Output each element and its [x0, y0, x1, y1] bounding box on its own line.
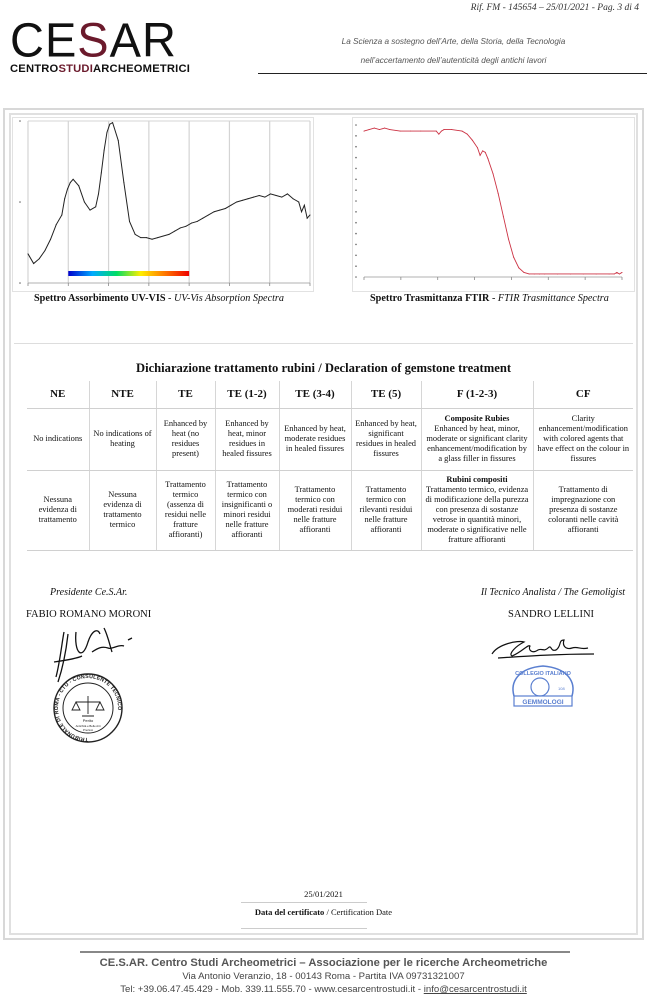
header-te: TE: [156, 381, 215, 408]
y-tick: [19, 201, 21, 203]
data-point: [104, 150, 105, 151]
cell-text: Trattamento termico con rilevanti residui nelle fratture affioranti: [359, 485, 413, 534]
table-cell: [27, 470, 89, 550]
tagline-line-1: La Scienza a sostegno dell’Arte, della Storia, della Tecnologia: [341, 37, 566, 46]
data-point: [410, 131, 411, 132]
table-cell: [421, 408, 533, 470]
data-point: [95, 206, 96, 207]
data-point: [50, 239, 51, 240]
data-point: [438, 134, 439, 135]
header-ne: NE: [27, 381, 89, 408]
cesar-logo: [10, 12, 232, 75]
data-point: [570, 273, 571, 274]
signature-stroke: [492, 640, 594, 658]
data-point: [202, 218, 203, 219]
data-point: [310, 214, 311, 215]
data-point: [307, 218, 308, 219]
gemologist-name: SANDRO LELLINI: [508, 609, 595, 620]
table-cell: [351, 408, 421, 470]
footer-contacts: [0, 984, 647, 995]
ftir-caption-it: Spettro Trasmittanza FTIR: [370, 293, 490, 304]
data-point: [84, 202, 85, 203]
header-f-1-2-3: F (1-2-3): [421, 381, 533, 408]
y-tick: [355, 254, 357, 256]
president-signature-and-seal: [48, 622, 143, 747]
data-point: [197, 221, 198, 222]
data-point: [123, 182, 124, 183]
data-point: [106, 132, 107, 133]
cell-text: Enhanced by heat (no residues present): [163, 419, 208, 458]
data-point: [619, 273, 620, 274]
cell-text: Enhanced by heat, minor, moderate or significant clarity enhancement/modification by a glass filler in fissures: [426, 424, 528, 463]
gem-icon: [531, 678, 549, 696]
data-point: [596, 273, 597, 274]
data-point: [518, 267, 519, 268]
uv-vis-chart: [12, 117, 314, 292]
data-point: [70, 182, 71, 183]
data-point: [157, 237, 158, 238]
data-point: [477, 147, 478, 148]
y-tick: [355, 168, 357, 170]
data-point: [225, 208, 226, 209]
data-point: [231, 205, 232, 206]
table-cell: [279, 470, 351, 550]
cell-text: Nessuna evidenza di trattamento termico: [103, 490, 142, 529]
uv-vis-chart-svg: [12, 117, 314, 292]
logo-sub-part: CENTRO: [10, 63, 59, 75]
data-point: [364, 131, 365, 132]
data-point: [174, 231, 175, 232]
table-cell: [215, 408, 279, 470]
ftir-chart: [352, 117, 635, 292]
data-point: [140, 237, 141, 238]
y-tick: [355, 276, 357, 278]
collegio-gemmologi-seal-icon: [488, 632, 598, 712]
data-point: [485, 152, 486, 153]
data-point: [242, 200, 243, 201]
data-point: [64, 198, 65, 199]
y-tick: [355, 124, 357, 126]
data-point: [379, 129, 380, 130]
seal-perito-text: Perito: [82, 718, 94, 723]
ftir-chart-svg: [352, 117, 635, 292]
data-point: [185, 226, 186, 227]
uv-vis-caption-it: Spettro Assorbimento UV-VIS: [34, 293, 166, 304]
data-point: [614, 273, 615, 274]
data-point: [467, 134, 468, 135]
data-point: [293, 198, 294, 199]
data-point: [191, 223, 192, 224]
seal-ring-textpath: TRIBUNALE DI ROMA - CTU - CONSULENTE TECNICO: [53, 673, 123, 743]
data-point: [78, 185, 79, 186]
data-point: [33, 263, 34, 264]
cell-text: Trattamento termico con moderati residui nelle fratture affioranti: [287, 485, 343, 534]
data-point: [493, 173, 494, 174]
y-tick: [355, 233, 357, 235]
data-point: [544, 273, 545, 274]
data-point: [118, 140, 119, 141]
header-te-5: TE (5): [351, 381, 421, 408]
data-point: [374, 128, 375, 129]
ftir-caption: [370, 293, 609, 304]
data-point: [436, 131, 437, 132]
data-point: [503, 216, 504, 217]
header-cf: CF: [533, 381, 633, 408]
footer-email-link[interactable]: info@cesarcentrostudi.it: [423, 984, 527, 995]
certificate-date-label: [0, 907, 647, 917]
data-point: [247, 198, 248, 199]
table-cell: [421, 470, 533, 550]
seal-number-text: 108: [558, 686, 565, 691]
date-divider: [241, 902, 367, 903]
data-point: [259, 195, 260, 196]
data-point: [441, 131, 442, 132]
cell-text: Nessuna evidenza di trattamento: [38, 495, 77, 524]
section-divider: [14, 343, 633, 344]
footer-phone-web: Tel: +39.06.47.45.429 - Mob. 339.11.555.70 - www.cesarcentrostudi.it -: [120, 984, 424, 995]
y-tick: [355, 157, 357, 159]
data-point: [90, 210, 91, 211]
table-cell: [351, 470, 421, 550]
table-cell: [215, 470, 279, 550]
president-name: FABIO ROMANO MORONI: [26, 609, 152, 620]
caption-separator: -: [489, 293, 498, 304]
footer-organization: CE.S.AR. Centro Studi Archeometrici – Associazione per le ricerche Archeometriche: [99, 957, 548, 969]
y-tick: [355, 200, 357, 202]
data-point: [152, 239, 153, 240]
gemologist-signature-and-seal: [488, 632, 598, 712]
seal-field-text-2: Preziosi: [83, 728, 93, 732]
data-point: [56, 224, 57, 225]
table-cell: [156, 470, 215, 550]
data-point: [534, 273, 535, 274]
chart-panel: [13, 118, 314, 292]
cell-text: Trattamento termico (assenza di residui nelle fratture affioranti): [164, 480, 207, 539]
logo-sub-accent: STUDI: [58, 63, 93, 75]
seal-collegio-text: COLLEGIO ITALIANO: [515, 671, 571, 677]
data-point: [67, 189, 68, 190]
y-tick: [19, 120, 21, 122]
data-point: [135, 234, 136, 235]
caption-separator: -: [165, 293, 174, 304]
data-point: [487, 158, 488, 159]
cell-text: Enhanced by heat, moderate residues in healed fissures: [284, 424, 346, 453]
cell-text: Enhanced by heat, significant residues in healed fissures: [355, 419, 417, 458]
data-point: [281, 197, 282, 198]
data-point: [98, 193, 99, 194]
data-point: [109, 124, 110, 125]
document-reference: Rif. FM - 145654 – 25/01/2021 - Pag. 3 di 4: [470, 3, 639, 13]
president-role: Presidente Ce.S.Ar.: [50, 587, 128, 598]
data-point: [28, 253, 29, 254]
cell-text: No indications of heating: [93, 429, 152, 448]
data-point: [146, 237, 147, 238]
data-point: [508, 239, 509, 240]
logo-wordmark: [10, 12, 232, 67]
table-cell: [156, 408, 215, 470]
cell-title: Rubini compositi: [446, 475, 508, 484]
chart-panel: [353, 118, 635, 292]
data-point: [39, 258, 40, 259]
data-point: [163, 236, 164, 237]
cell-text: Enhanced by heat, minor residues in healed fissures: [222, 419, 272, 458]
data-point: [287, 193, 288, 194]
y-tick: [355, 178, 357, 180]
data-point: [304, 205, 305, 206]
data-point: [462, 131, 463, 132]
tagline-line-2: nell’accertamento dell’autenticità degli antichi lavori: [360, 56, 547, 65]
header-divider: [258, 73, 647, 74]
cell-text: Trattamento termico con insignificanti o minori residui nelle fratture affioranti: [221, 480, 273, 539]
y-tick: [355, 211, 357, 213]
data-point: [472, 140, 473, 141]
scales-of-justice-icon: [72, 696, 104, 716]
y-tick: [355, 135, 357, 137]
table-header-row: [27, 381, 633, 408]
header-te-1-2: TE (1-2): [215, 381, 279, 408]
data-point: [529, 273, 530, 274]
logo-part: CE: [10, 12, 78, 67]
cell-text: Trattamento termico, evidenza di modificazione della purezza con presenza di sostanze vetrose in quantità minori, moderate o significative nelle fratture affioranti: [425, 485, 529, 544]
data-point: [276, 195, 277, 196]
y-tick: [355, 222, 357, 224]
data-point: [583, 273, 584, 274]
table-cell: [27, 408, 89, 470]
cell-text: Clarity enhancement/modification with colored agents that have effect on the colour in fissures: [537, 414, 630, 463]
y-tick: [355, 146, 357, 148]
data-point: [169, 234, 170, 235]
data-point: [523, 272, 524, 273]
footer-address: Via Antonio Veranzio, 18 - 00143 Roma - Partita IVA 09731321007: [182, 971, 465, 982]
data-point: [61, 214, 62, 215]
data-point: [420, 131, 421, 132]
tribunal-seal-icon: [48, 622, 143, 747]
y-tick: [355, 244, 357, 246]
treatment-table: [27, 381, 633, 551]
certificate-date: 25/01/2021: [304, 889, 343, 899]
data-point: [513, 257, 514, 258]
ftir-caption-en: FTIR Trasmittance Spectra: [497, 293, 609, 304]
table-row-italian: [27, 470, 633, 550]
data-point: [101, 172, 102, 173]
date-label-separator: /: [324, 907, 331, 917]
seal-gemmologi-text: GEMMOLOGI: [522, 699, 564, 706]
uv-vis-caption-en: UV-Vis Absorption Spectra: [174, 293, 284, 304]
data-point: [557, 273, 558, 274]
date-divider-bottom: [241, 928, 367, 929]
data-point: [208, 214, 209, 215]
data-point: [301, 211, 302, 212]
data-point: [129, 221, 130, 222]
y-tick: [355, 265, 357, 267]
data-point: [180, 227, 181, 228]
data-point: [389, 129, 390, 130]
logo-accent: S: [77, 12, 110, 67]
table-cell: [89, 408, 156, 470]
data-point: [44, 250, 45, 251]
cell-title: Composite Rubies: [444, 414, 510, 423]
table-cell: [533, 470, 633, 550]
data-point: [236, 202, 237, 203]
data-point: [616, 272, 617, 273]
treatment-table-title: Dichiarazione trattamento rubini / Declaration of gemstone treatment: [135, 361, 512, 375]
header-nte: NTE: [89, 381, 156, 408]
data-point: [253, 197, 254, 198]
logo-part: AR: [109, 12, 177, 67]
data-point: [443, 129, 444, 130]
cell-text: Trattamento di impregnazione con presenza di sostanze coloranti nelle cavità affioranti: [548, 485, 619, 534]
data-point: [539, 273, 540, 274]
data-point: [451, 129, 452, 130]
y-tick: [19, 282, 21, 284]
data-point: [384, 128, 385, 129]
data-point: [112, 122, 113, 123]
table-cell: [89, 470, 156, 550]
data-point: [73, 179, 74, 180]
date-label-it: Data del certificato: [254, 907, 325, 917]
data-point: [622, 272, 623, 273]
logo-sub-part: ARCHEOMETRICI: [93, 63, 191, 75]
gemologist-role: Il Tecnico Analista / The Gemoligist: [480, 587, 625, 598]
data-point: [298, 202, 299, 203]
data-point: [214, 211, 215, 212]
data-point: [400, 131, 401, 132]
data-point: [264, 197, 265, 198]
data-point: [219, 210, 220, 211]
data-point: [369, 129, 370, 130]
uv-vis-caption: [34, 293, 284, 304]
data-point: [609, 273, 610, 274]
data-point: [498, 193, 499, 194]
seal-field-text: Antichità e Belle Arti: [75, 724, 101, 728]
date-label-en: Certification Date: [330, 907, 393, 917]
y-tick: [355, 189, 357, 191]
cell-text: No indications: [33, 434, 83, 443]
header-te-3-4: TE (3-4): [279, 381, 351, 408]
data-point: [270, 193, 271, 194]
table-cell: [533, 408, 633, 470]
data-point: [480, 155, 481, 156]
table-row-english: [27, 408, 633, 470]
visible-spectrum-bar: [68, 271, 189, 276]
footer-divider: [80, 951, 570, 953]
data-point: [482, 150, 483, 151]
table-cell: [279, 408, 351, 470]
